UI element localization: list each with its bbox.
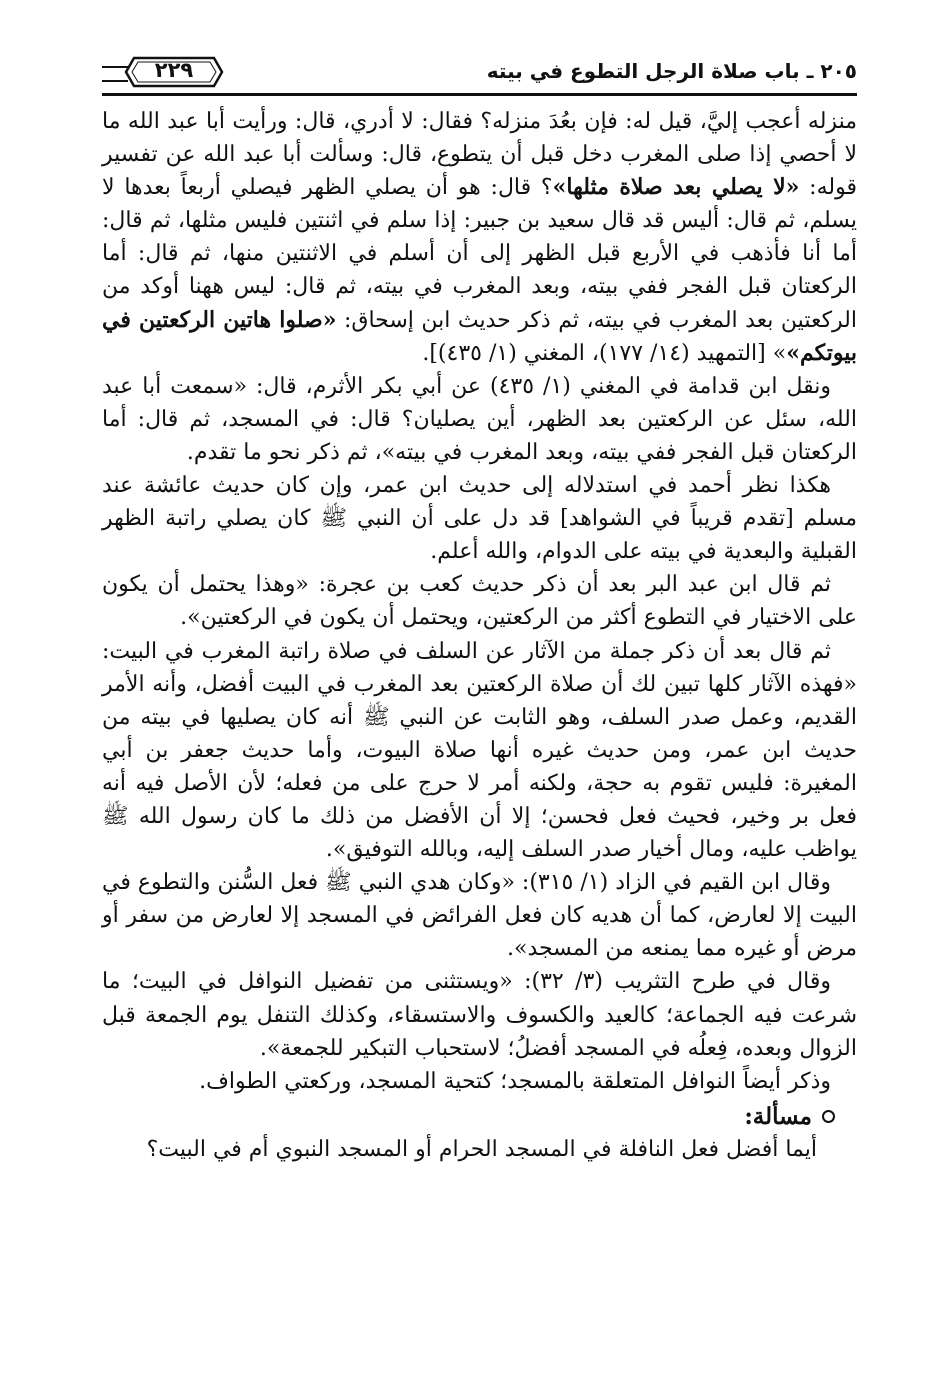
hadith-quote: «صلوا هاتين الركعتين في بيوتكم» [102, 306, 857, 366]
text-segment: وقال ابن القيم في الزاد (١/ ٣١٥): «وكان هدي النبي ﷺ فعل السُّنن والتطوع في البيت إلا لعارض، كما أن هديه كان فعل الفرائض في المسجد إلا لعارض من سفر أو مرض أو غيره مما يمنعه من المسجد». [102, 870, 857, 962]
paragraph [102, 105, 857, 370]
paragraph [102, 1065, 857, 1098]
text-segment: ثم قال ابن عبد البر بعد أن ذكر حديث كعب بن عجرة: «وهذا يحتمل أن يكون على الاختيار في التطوع أكثر من الركعتين، ويحتمل أن يكون في الركعتين». [102, 572, 857, 631]
page-body [102, 105, 857, 1166]
running-header [102, 55, 857, 93]
paragraph [102, 370, 857, 469]
paragraph [102, 568, 857, 634]
text-segment: ونقل ابن قدامة في المغني (١/ ٤٣٥) عن أبي بكر الأثرم، قال: «سمعت أبا عبد الله، سئل عن الركعتين بعد الظهر، أين يصليان؟ قال: في المسجد، ثم قال: أما الركعتان قبل الفجر ففي بيته، وبعد المغرب في بيته»، ثم ذكر نحو ما تقدم. [102, 373, 857, 465]
header-rule [102, 93, 857, 96]
text-segment: هكذا نظر أحمد في استدلاله إلى حديث ابن عمر، وإن كان حديث عائشة عند مسلم [تقدم قريباً في الشواهد] قد دل على أن النبي ﷺ كان يصلي راتبة الظهر القبلية والبعدية في بيته على الدوام، والله أعلم. [102, 473, 857, 565]
issue-question: أيما أفضل فعل النافلة في المسجد الحرام أو المسجد النبوي أم في البيت؟ [146, 1136, 817, 1162]
hadith-quote: «لا يصلي بعد صلاة مثلها» [552, 174, 800, 201]
text-segment: وذكر أيضاً النوافل المتعلقة بالمسجد؛ كتحية المسجد، وركعتي الطواف. [199, 1068, 831, 1094]
text-segment: ؟ قال: هو أن يصلي الظهر فيصلي أربعاً بعدها لا يسلم، ثم قال: أليس قد قال سعيد بن جبير: إذا سلم في اثنتين فليس مثلها، ثم قال: أما أنا فأذهب في الأربع قبل الظهر إلى أن أسلم في الاثنتين منها، ثم قال: أما الركعتان قبل الفجر ففي بيته، وبعد المغرب في بيته، ثم قال: ليس ههنا أوكد من الركعتين بعد المغرب في بيته، ثم ذكر حديث ابن إسحاق: [102, 175, 857, 333]
text-segment: » [التمهيد (١٤/ ١٧٧)، المغني (١/ ٤٣٥)]. [422, 340, 787, 366]
issue-label: مسألة: [744, 1102, 812, 1130]
paragraph [102, 965, 857, 1064]
page-number-frame [124, 55, 224, 89]
paragraph [102, 469, 857, 568]
paragraph [102, 635, 857, 867]
text-segment: وقال في طرح التثريب (٣/ ٣٢): «ويستثنى من تفضيل النوافل في البيت؛ ما شرعت فيه الجماعة؛ كالعيد والكسوف والاستسقاء، وكذلك التنفل يوم الجمعة قبل الزوال وبعده، فِعلُه في المسجد أفضلُ؛ لاستحباب التبكير للجمعة». [102, 969, 857, 1061]
text-segment: منزله أعجب إليَّ، قيل له: فإن بعُدَ منزله؟ فقال: لا أدري، قال: ورأيت أبا عبد الله ما لا أحصي إذا صلى المغرب دخل قبل أن يتطوع، قال: وسألت أبا عبد الله عن تفسير قوله: [102, 109, 857, 201]
chapter-title: ٢٠٥ ـ باب صلاة الرجل التطوع في بيته [486, 59, 857, 83]
issue-heading [102, 1100, 857, 1133]
paragraph-list [102, 105, 857, 1098]
text-segment: ثم قال بعد أن ذكر جملة من الآثار عن السلف في صلاة راتبة المغرب في البيت: «فهذه الآثار كلها تبين لك أن صلاة الركعتين بعد المغرب في البيت أفضل، وأنه الأمر القديم، وعمل صدر السلف، وهو الثابت عن النبي ﷺ أنه كان يصليها في بيته من حديث ابن عمر، ومن حديث غيره أنها صلاة البيوت، وأما حديث جعفر بن أبي المغيرة: فليس تقوم به حجة، ولكنه أمر لا حرج على من فعله؛ لأن الأصل فيه أنه فعل بر وخير، فحيث فعل فحسن؛ إلا أن الأفضل من ذلك ما كان رسول الله ﷺ يواظب عليه، ومال أخيار صدر السلف إليه، وبالله التوفيق». [102, 638, 857, 863]
circle-bullet-icon [822, 1110, 835, 1123]
page-number: ٢٢٩ [154, 58, 194, 82]
paragraph [102, 866, 857, 965]
